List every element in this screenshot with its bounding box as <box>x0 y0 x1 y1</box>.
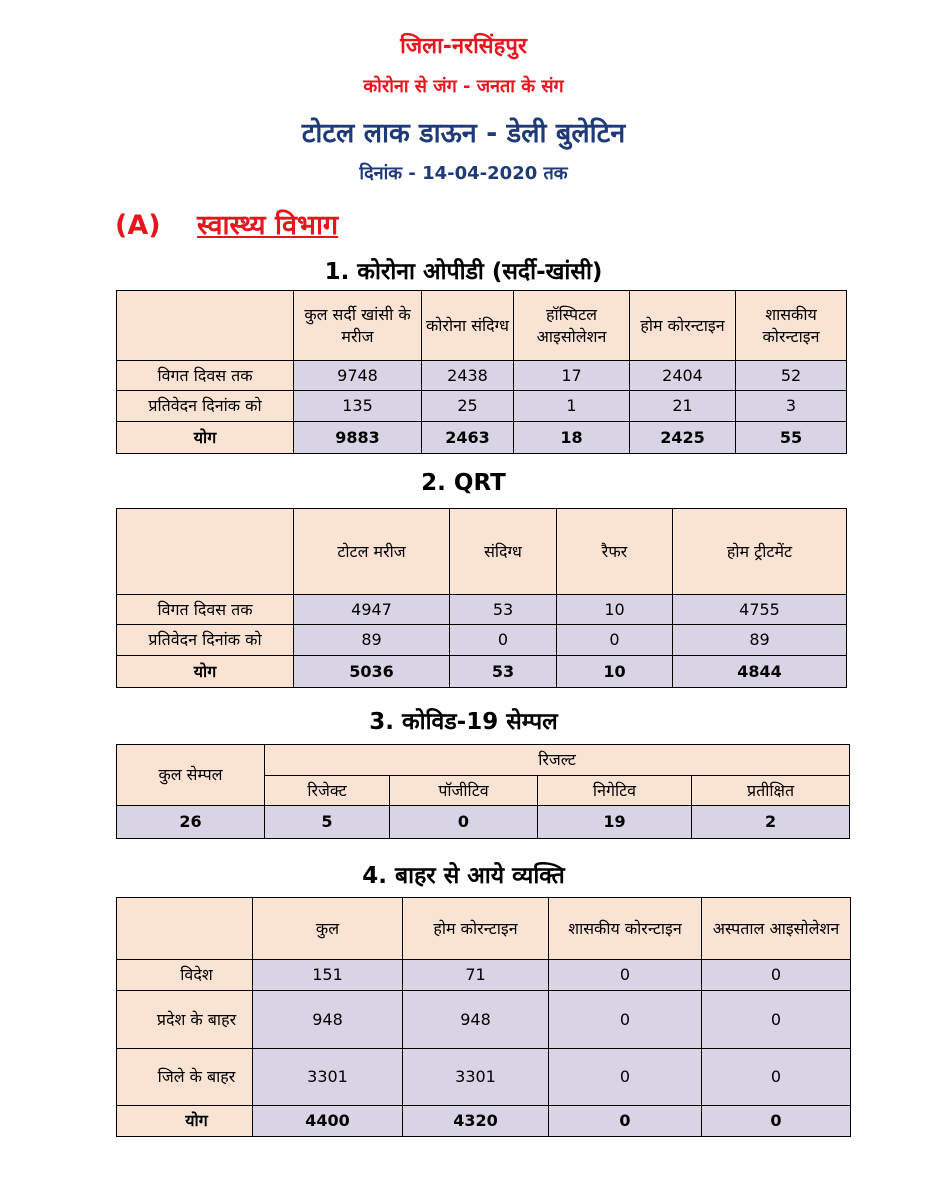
row-label: योग <box>117 1106 253 1137</box>
row-label: प्रतिवेदन दिनांक को <box>117 391 294 422</box>
cell-value: 0 <box>549 960 702 991</box>
cell-value: 1 <box>514 391 630 422</box>
row-label: प्रदेश के बाहर <box>117 991 253 1049</box>
qrt-title: 2. QRT <box>421 470 506 496</box>
slogan: कोरोना से जंग - जनता के संग <box>363 76 564 97</box>
table-row <box>117 625 847 656</box>
cell-value: 5 <box>265 806 390 839</box>
table-row <box>117 806 850 839</box>
opd-header: कुल सर्दी खांसी के मरीज <box>294 291 422 361</box>
cell-value: 0 <box>702 1049 851 1106</box>
cell-value: 2463 <box>422 422 514 454</box>
qrt-header: संदिग्ध <box>450 509 557 595</box>
table-row <box>117 1049 851 1106</box>
cell-value: 2438 <box>422 361 514 391</box>
cell-value: 52 <box>736 361 847 391</box>
cell-value: 948 <box>403 991 549 1049</box>
cell-value: 2425 <box>630 422 736 454</box>
cell-value: 0 <box>549 1106 702 1137</box>
row-label: प्रतिवेदन दिनांक को <box>117 625 294 656</box>
covid-sample-title: 3. कोविड-19 सेम्पल <box>369 709 558 735</box>
result-subheader: रिजेक्ट <box>265 776 390 806</box>
cell-value: 4947 <box>294 595 450 625</box>
cell-value: 9883 <box>294 422 422 454</box>
table-row-total <box>117 656 847 688</box>
outside-header: अस्पताल आइसोलेशन <box>702 898 851 960</box>
outside-persons-table <box>116 897 851 1137</box>
outside-header: कुल <box>253 898 403 960</box>
outside-header-corner <box>117 898 253 960</box>
cell-value: 18 <box>514 422 630 454</box>
outside-header: शासकीय कोरन्टाइन <box>549 898 702 960</box>
outside-persons-title: 4. बाहर से आये व्यक्ति <box>362 863 565 889</box>
cell-value: 10 <box>557 656 673 688</box>
qrt-header: रैफर <box>557 509 673 595</box>
cell-value: 2404 <box>630 361 736 391</box>
cell-value: 3 <box>736 391 847 422</box>
cell-value: 151 <box>253 960 403 991</box>
cell-value: 0 <box>702 991 851 1049</box>
covid-sample-table <box>116 744 850 839</box>
cell-value: 4400 <box>253 1106 403 1137</box>
cell-value: 89 <box>294 625 450 656</box>
bulletin-title: टोटल लाक डाऊन - डेली बुलेटिन <box>301 118 626 149</box>
cell-value: 21 <box>630 391 736 422</box>
cell-value: 0 <box>549 1049 702 1106</box>
district-title: जिला-नरसिंहपुर <box>400 34 527 59</box>
cell-value: 2 <box>692 806 850 839</box>
table-row <box>117 595 847 625</box>
section-a-heading <box>115 205 338 242</box>
bulletin-date: दिनांक - 14-04-2020 तक <box>359 163 568 184</box>
cell-value: 948 <box>253 991 403 1049</box>
row-label: विगत दिवस तक <box>117 595 294 625</box>
table-row-total <box>117 1106 851 1137</box>
row-label: विदेश <box>117 960 253 991</box>
qrt-table <box>116 508 847 688</box>
cell-value: 4755 <box>673 595 847 625</box>
cell-value: 3301 <box>253 1049 403 1106</box>
cell-value: 0 <box>557 625 673 656</box>
opd-title: 1. कोरोना ओपीडी (सर्दी-खांसी) <box>324 259 603 285</box>
cell-value: 4844 <box>673 656 847 688</box>
row-label: योग <box>117 656 294 688</box>
table-row <box>117 361 847 391</box>
cell-value: 53 <box>450 656 557 688</box>
cell-value: 55 <box>736 422 847 454</box>
cell-value: 53 <box>450 595 557 625</box>
cell-value: 0 <box>390 806 538 839</box>
cell-value: 5036 <box>294 656 450 688</box>
opd-header: शासकीय कोरन्टाइन <box>736 291 847 361</box>
qrt-header-corner <box>117 509 294 595</box>
cell-value: 71 <box>403 960 549 991</box>
opd-header: होम कोरन्टाइन <box>630 291 736 361</box>
opd-table <box>116 290 847 454</box>
result-subheader: प्रतीक्षित <box>692 776 850 806</box>
row-label: योग <box>117 422 294 454</box>
cell-value: 0 <box>450 625 557 656</box>
cell-value: 0 <box>702 1106 851 1137</box>
row-label: विगत दिवस तक <box>117 361 294 391</box>
result-subheader: निगेटिव <box>538 776 692 806</box>
result-header: रिजल्ट <box>265 745 850 776</box>
table-row <box>117 991 851 1049</box>
section-a-label: (A) <box>115 210 161 241</box>
result-subheader: पॉजीटिव <box>390 776 538 806</box>
total-sample-header: कुल सेम्पल <box>117 745 265 806</box>
qrt-header: होम ट्रीटमेंट <box>673 509 847 595</box>
cell-value: 3301 <box>403 1049 549 1106</box>
cell-value: 0 <box>549 991 702 1049</box>
cell-value: 17 <box>514 361 630 391</box>
cell-value: 25 <box>422 391 514 422</box>
section-a-title: स्वास्थ्य विभाग <box>197 210 339 241</box>
cell-value: 26 <box>117 806 265 839</box>
cell-value: 19 <box>538 806 692 839</box>
cell-value: 9748 <box>294 361 422 391</box>
cell-value: 0 <box>702 960 851 991</box>
opd-header: कोरोना संदिग्ध <box>422 291 514 361</box>
cell-value: 10 <box>557 595 673 625</box>
table-row-total <box>117 422 847 454</box>
cell-value: 4320 <box>403 1106 549 1137</box>
cell-value: 135 <box>294 391 422 422</box>
opd-header: हॉस्पिटल आइसोलेशन <box>514 291 630 361</box>
outside-header: होम कोरन्टाइन <box>403 898 549 960</box>
row-label: जिले के बाहर <box>117 1049 253 1106</box>
table-row <box>117 960 851 991</box>
table-row <box>117 391 847 422</box>
qrt-header: टोटल मरीज <box>294 509 450 595</box>
opd-header-corner <box>117 291 294 361</box>
cell-value: 89 <box>673 625 847 656</box>
